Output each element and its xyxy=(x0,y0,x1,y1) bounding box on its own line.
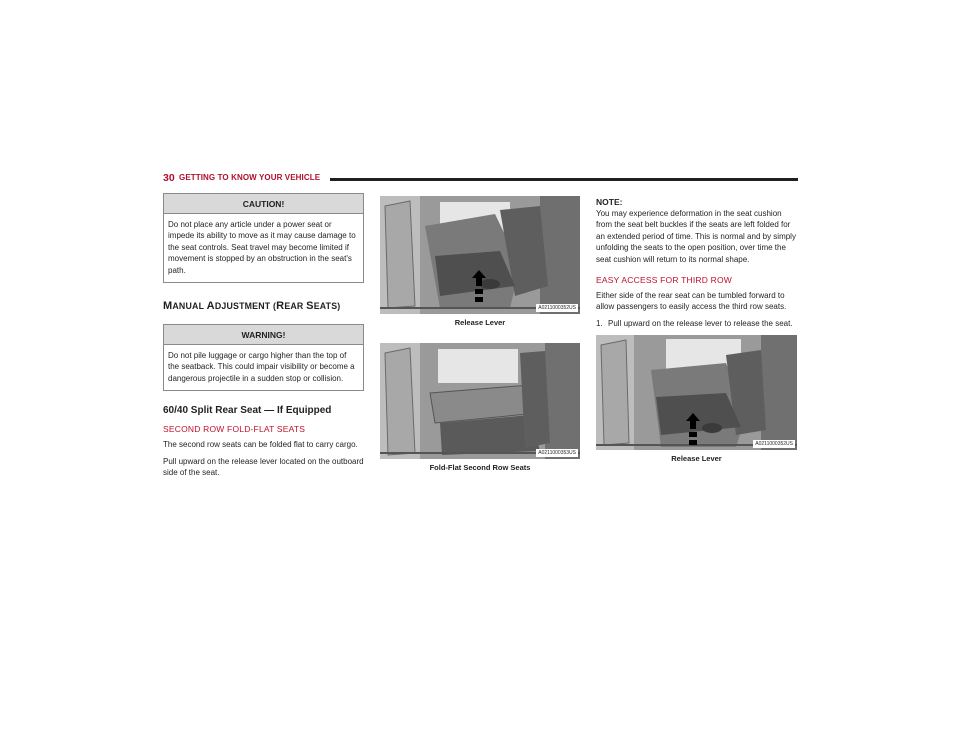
note-body: You may experience deformation in the seat cushion from the seat belt buckles if the seats are left folded for an extended period of time. This is normal and by simply unfolding the seats to the open position, over time the seat cushion will return to its normal shape. xyxy=(596,209,796,264)
fold-flat-para-1: The second row seats can be folded flat to carry cargo. xyxy=(163,440,358,450)
manual-adjustment-title: MANUAL ADJUSTMENT (REAR SEATS) xyxy=(163,300,341,313)
arrow-up-icon xyxy=(472,270,486,304)
third-row-heading: EASY ACCESS FOR THIRD ROW xyxy=(596,275,732,286)
note-label: NOTE: xyxy=(596,197,623,207)
release-lever-caption-2: Release Lever xyxy=(671,454,722,464)
column-left xyxy=(163,193,364,483)
column-middle xyxy=(380,196,580,472)
warning-title: WARNING! xyxy=(164,325,363,345)
header-rule xyxy=(330,178,798,181)
list-text: Pull upward on the release lever to release the seat. xyxy=(608,318,793,328)
split-seat-title: 60/40 Split Rear Seat — If Equipped xyxy=(163,405,332,417)
fold-flat-caption: Fold-Flat Second Row Seats xyxy=(429,463,531,472)
chapter-title: GETTING TO KNOW YOUR VEHICLE xyxy=(179,173,321,182)
third-row-para: Either side of the rear seat can be tumbled forward to allow passengers to easily access the third row seats. xyxy=(596,291,787,312)
list-item xyxy=(596,318,797,329)
column-right xyxy=(596,194,797,463)
release-lever-figure-2 xyxy=(596,335,797,450)
arrow-up-icon xyxy=(686,413,700,447)
fold-flat-para-2: Pull upward on the release lever located on the outboard side of the seat. xyxy=(163,456,364,478)
caution-title: CAUTION! xyxy=(164,194,363,214)
release-lever-caption: Release Lever xyxy=(454,318,506,327)
release-lever-figure xyxy=(380,196,580,314)
warning-body: Do not pile luggage or cargo higher than the top of the seatback. This could impair visibility or become a dangerous projectile in a sudden stop or collision. xyxy=(168,351,355,383)
warning-box xyxy=(163,324,364,391)
page-number: 30 xyxy=(163,172,175,184)
caution-body: Do not place any article under a power seat or impede its ability to move as it may cause damage to the seat controls. Seat travel may become limited if movement is stopped by an obstruction in the seat's path. xyxy=(168,220,356,275)
page-header xyxy=(163,172,798,186)
list-number: 1. xyxy=(596,318,603,328)
fold-flat-illustration xyxy=(380,343,580,459)
figure-code: A0211000352US xyxy=(755,441,793,448)
fold-flat-figure xyxy=(380,343,580,459)
figure-code: A0211000353US xyxy=(538,450,576,456)
caution-box xyxy=(163,193,364,283)
fold-flat-heading: SECOND ROW FOLD-FLAT SEATS xyxy=(163,424,306,435)
figure-code: A0211000352US xyxy=(538,305,576,311)
